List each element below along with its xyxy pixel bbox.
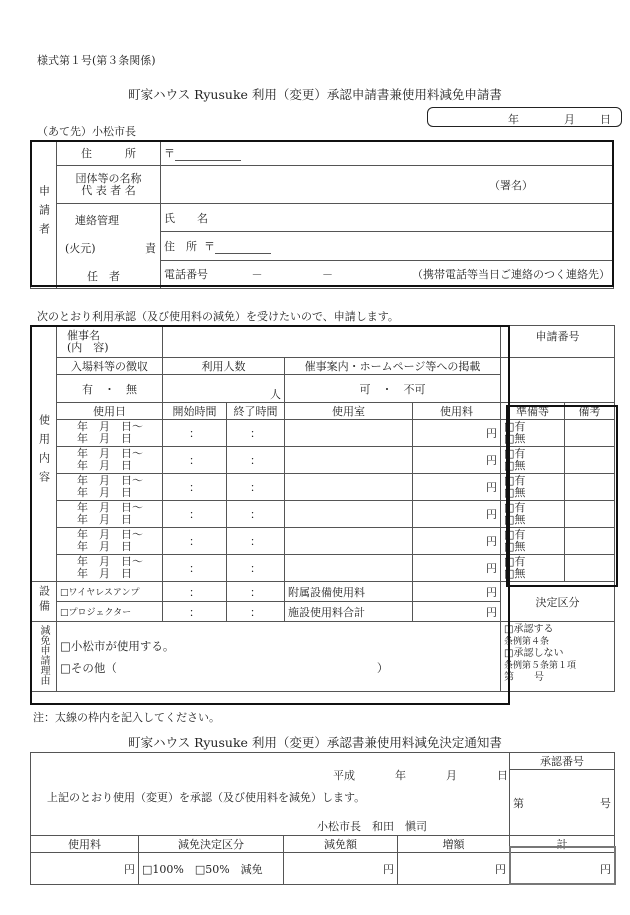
date-month-label: 月: [564, 113, 575, 126]
reduction-reason-field: [57, 622, 501, 692]
decision-options[interactable]: [501, 622, 615, 692]
prep-checkbox[interactable]: □ 有 □ 無: [501, 420, 565, 447]
other-reason-checkbox[interactable]: □ その他（ ）: [60, 657, 497, 679]
start-time-field[interactable]: ：: [163, 447, 227, 474]
fee-field[interactable]: 円: [413, 420, 501, 447]
projector-start-time-field[interactable]: ：: [163, 602, 227, 622]
remarks-field[interactable]: [565, 474, 615, 501]
prep-checkbox[interactable]: □ 有 □ 無: [501, 528, 565, 555]
decision-col-reduced: 減免額: [284, 836, 398, 853]
fee-field[interactable]: 円: [413, 555, 501, 582]
end-time-field[interactable]: ：: [227, 420, 285, 447]
end-time-field[interactable]: ：: [227, 501, 285, 528]
room-field[interactable]: [285, 447, 413, 474]
room-field[interactable]: [285, 501, 413, 528]
publish-label: 催事案内・ホームページ等への掲載: [285, 358, 501, 375]
table-row: [31, 528, 615, 555]
era-label: 平成 年 月 日: [333, 769, 508, 782]
publish-field[interactable]: 可 ・ 不可: [285, 375, 501, 403]
col-fee-header: 使用料: [413, 403, 501, 420]
contact-address-label: 住 所: [164, 239, 197, 253]
form-number: 様式第１号(第３条関係): [37, 54, 156, 67]
fee-field[interactable]: 円: [413, 474, 501, 501]
applicant-table: [30, 140, 614, 289]
address-field[interactable]: [161, 141, 614, 166]
col-prep-header: 準備等: [501, 403, 565, 420]
usage-table: [30, 325, 615, 692]
disapprove-checkbox[interactable]: □ 承認しない: [504, 648, 611, 660]
signature-note: （署名）: [489, 178, 533, 192]
table-row: [31, 420, 615, 447]
event-name-label: 催事名 (内 容): [57, 326, 163, 358]
application-number-field[interactable]: [501, 358, 615, 403]
end-time-field[interactable]: ：: [227, 528, 285, 555]
remarks-field[interactable]: [565, 555, 615, 582]
address-label: 住 所: [57, 141, 161, 166]
phone-field[interactable]: [161, 260, 614, 288]
usage-side-label: 使用内容: [31, 326, 57, 582]
extra-fee-label: 附属設備使用料: [285, 582, 413, 602]
end-time-field[interactable]: ：: [227, 447, 285, 474]
approval-number-label: 承認番号: [510, 753, 615, 770]
start-time-field[interactable]: ：: [163, 420, 227, 447]
extra-fee-field[interactable]: 円: [413, 582, 501, 602]
amp-end-time-field[interactable]: ：: [227, 582, 285, 602]
amp-start-time-field[interactable]: ：: [163, 582, 227, 602]
decision-col-increase: 増額: [398, 836, 510, 853]
decision-reduced-field[interactable]: 円: [284, 853, 398, 885]
table-row: [31, 555, 615, 582]
table-row: [31, 447, 615, 474]
remarks-field[interactable]: [565, 528, 615, 555]
room-field[interactable]: [285, 528, 413, 555]
attendees-field[interactable]: [163, 375, 285, 403]
date-day-label: 日: [600, 113, 611, 126]
decision-total-field[interactable]: 円: [510, 853, 615, 885]
phone-note: （携帯電話等当日ご連絡のつく連絡先）: [412, 268, 610, 282]
date-box[interactable]: [427, 107, 622, 127]
usage-date-field[interactable]: 年 月 日～ 年 月 日: [57, 420, 163, 447]
usage-date-field[interactable]: 年 月 日～ 年 月 日: [57, 528, 163, 555]
remarks-field[interactable]: [565, 447, 615, 474]
col-room-header: 使用室: [285, 403, 413, 420]
decision-title: 町家ハウス Ryusuke 利用（変更）承認書兼使用料減免決定通知書: [128, 735, 502, 750]
prep-checkbox[interactable]: □ 有 □ 無: [501, 474, 565, 501]
decision-body: [31, 753, 510, 836]
facility-total-label: 施設使用料合計: [285, 602, 413, 622]
decision-increase-field[interactable]: 円: [398, 853, 510, 885]
org-name-field[interactable]: [161, 166, 614, 204]
application-title: 町家ハウス Ryusuke 利用（変更）承認申請書兼使用料減免申請書: [128, 87, 502, 102]
usage-date-field[interactable]: 年 月 日～ 年 月 日: [57, 474, 163, 501]
col-remarks-header: 備考: [565, 403, 615, 420]
col-start-header: 開始時間: [163, 403, 227, 420]
decision-category-label: 決定区分: [501, 582, 615, 622]
admission-label: 入場料等の徴収: [57, 358, 163, 375]
end-time-field[interactable]: ：: [227, 474, 285, 501]
approval-number-field[interactable]: 第 号: [510, 770, 615, 836]
decision-fee-field[interactable]: 円: [31, 853, 139, 885]
room-field[interactable]: [285, 555, 413, 582]
projector-checkbox[interactable]: □ プロジェクター: [57, 602, 163, 622]
attendees-label: 利用人数: [163, 358, 285, 375]
decision-table: [30, 752, 615, 885]
decision-col-total: 計: [510, 836, 615, 853]
mayor-name: 小松市長 和田 愼司: [317, 820, 427, 833]
number-prefix: 第: [504, 672, 514, 683]
room-field[interactable]: [285, 474, 413, 501]
disapprove-basis: 条例第５条第１項: [504, 661, 577, 671]
prep-checkbox[interactable]: □ 有 □ 無: [501, 555, 565, 582]
room-field[interactable]: [285, 420, 413, 447]
col-end-header: 終了時間: [227, 403, 285, 420]
application-number-label: 申請番号: [501, 326, 615, 358]
decision-col-category: 減免決定区分: [139, 836, 284, 853]
contact-manager-label: 連絡管理 (火元) 責 任 者: [57, 204, 161, 289]
komatsu-use-checkbox[interactable]: □ 小松市が使用する。: [60, 635, 497, 657]
fee-field[interactable]: 円: [413, 528, 501, 555]
attendees-unit: 人: [270, 388, 281, 401]
decision-col-fee: 使用料: [31, 836, 139, 853]
end-time-field[interactable]: ：: [227, 555, 285, 582]
remarks-field[interactable]: [565, 501, 615, 528]
reduction-side-label: 減免申請理由: [31, 622, 57, 692]
table-row: [31, 474, 615, 501]
event-name-field[interactable]: [163, 326, 501, 358]
phone-dash-1: －: [251, 268, 263, 282]
decision-category-field[interactable]: □100% □50% 減免: [139, 853, 284, 885]
prep-checkbox[interactable]: □ 有 □ 無: [501, 501, 565, 528]
contact-name-field[interactable]: [161, 204, 614, 232]
applicant-side-label: 申請者: [31, 141, 57, 289]
intro-text: 次のとおり利用承認（及び使用料の減免）を受けたいので、申請します。: [37, 310, 399, 323]
addressee: （あて先）小松市長: [37, 125, 136, 138]
phone-dash-2: －: [322, 268, 333, 282]
org-name-label: 団体等の名称 代 表 者 名: [57, 166, 161, 204]
fee-field[interactable]: 円: [413, 447, 501, 474]
projector-end-time-field[interactable]: ：: [227, 602, 285, 622]
date-year-label: 年: [508, 113, 519, 126]
usage-date-field[interactable]: 年 月 日～ 年 月 日: [57, 501, 163, 528]
phone-label: 電話番号: [164, 268, 208, 282]
usage-date-field[interactable]: 年 月 日～ 年 月 日: [57, 447, 163, 474]
contact-name-label: 氏 名: [164, 211, 208, 225]
number-suffix: 号: [534, 672, 544, 683]
postal-mark: 〒: [164, 147, 175, 160]
decision-body-text: 上記のとおり使用（変更）を承認（及び使用料を減免）します。: [47, 791, 366, 804]
prep-checkbox[interactable]: □ 有 □ 無: [501, 447, 565, 474]
approve-checkbox[interactable]: □ 承認する: [504, 624, 611, 636]
note-text: 注：太線の枠内を記入してください。: [33, 711, 220, 724]
wireless-amp-checkbox[interactable]: □ ワイヤレスアンプ: [57, 582, 163, 602]
facility-total-field[interactable]: 円: [413, 602, 501, 622]
contact-postal-mark: 〒: [204, 239, 215, 253]
start-time-field[interactable]: ：: [163, 501, 227, 528]
start-time-field[interactable]: ：: [163, 474, 227, 501]
remarks-field[interactable]: [565, 420, 615, 447]
approve-basis: 条例第４条: [504, 637, 550, 647]
start-time-field[interactable]: ：: [163, 528, 227, 555]
col-date-header: 使用日: [57, 403, 163, 420]
admission-field[interactable]: 有 ・ 無: [57, 375, 163, 403]
start-time-field[interactable]: ：: [163, 555, 227, 582]
contact-address-field[interactable]: [161, 232, 614, 260]
table-row: [31, 501, 615, 528]
equipment-side-label: 設備: [31, 582, 57, 622]
fee-field[interactable]: 円: [413, 501, 501, 528]
usage-date-field[interactable]: 年 月 日～ 年 月 日: [57, 555, 163, 582]
